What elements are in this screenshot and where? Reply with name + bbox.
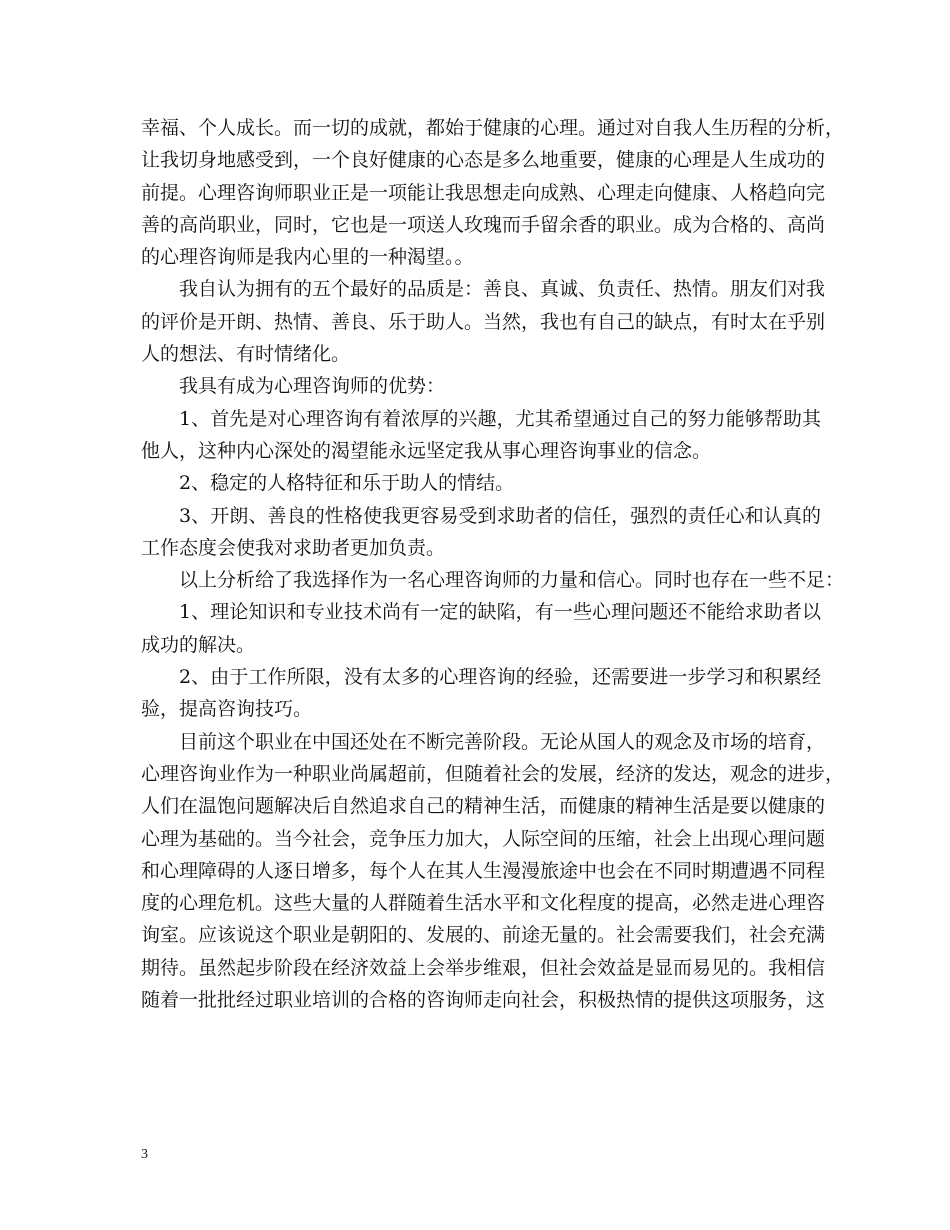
text-line: 询室。应该说这个职业是朝阳的、发展的、前途无量的。社会需要我们，社会充满 [141,924,826,947]
text-line: 让我切身地感受到，一个良好健康的心态是多么地重要，健康的心理是人生成功的 [141,149,826,172]
text-line: 1、理论知识和专业技术尚有一定的缺陷，有一些心理问题还不能给求助者以 [179,601,821,624]
text-line: 的评价是开朗、热情、善良、乐于助人。当然，我也有自己的缺点，有时太在乎别 [141,310,826,333]
page-number: 3 [141,1147,148,1162]
text-line: 心理为基础的。当今社会，竞争压力加大，人际空间的压缩，社会上出现心理问题 [141,827,826,850]
text-line: 我具有成为心理咨询师的优势： [179,375,446,398]
text-line: 成功的解决。 [141,633,256,656]
text-line: 心理咨询业作为一种职业尚属超前，但随着社会的发展，经济的发达，观念的进步， [141,762,845,785]
text-line: 3、开朗、善良的性格使我更容易受到求助者的信任，强烈的责任心和认真的 [179,504,821,527]
text-line: 度的心理危机。这些大量的人群随着生活水平和文化程度的提高，必然走进心理咨 [141,892,826,915]
text-line: 验，提高咨询技巧。 [141,698,313,721]
text-line: 2、稳定的人格特征和乐于助人的情结。 [179,472,515,495]
text-line: 随着一批批经过职业培训的合格的咨询师走向社会，积极热情的提供这项服务，这 [141,989,826,1012]
text-line: 以上分析给了我选择作为一名心理咨询师的力量和信心。同时也存在一些不足： [179,569,845,592]
text-line: 工作态度会使我对求助者更加负责。 [141,536,446,559]
text-line: 幸福、个人成长。而一切的成就，都始于健康的心理。通过对自我人生历程的分析， [141,117,845,139]
text-line: 目前这个职业在中国还处在不断完善阶段。无论从国人的观念及市场的培育， [179,730,826,753]
text-line: 善的高尚职业，同时，它也是一项送人玫瑰而手留余香的职业。成为合格的、高尚 [141,213,826,236]
text-line: 他人，这种内心深处的渴望能永远坚定我从事心理咨询事业的信念。 [141,439,712,462]
text-line: 期待。虽然起步阶段在经济效益上会举步维艰，但社会效益是显而易见的。我相信 [141,956,826,979]
text-line: 1、首先是对心理咨询有着浓厚的兴趣，尤其希望通过自己的努力能够帮助其 [179,407,821,430]
text-line: 前提。心理咨询师职业正是一项能让我思想走向成熟、心理走向健康、人格趋向完 [141,181,826,204]
text-line: 人的想法、有时情绪化。 [141,343,351,366]
document-body [141,112,845,1016]
text-line: 的心理咨询师是我内心里的一种渴望。。 [141,246,474,269]
text-line: 人们在温饱问题解决后自然追求自己的精神生活，而健康的精神生活是要以健康的 [141,795,826,818]
text-line: 和心理障碍的人逐日增多，每个人在其人生漫漫旅途中也会在不同时期遭遇不同程 [141,859,826,882]
text-line: 2、由于工作所限，没有太多的心理咨询的经验，还需要进一步学习和积累经 [179,666,821,689]
text-line: 我自认为拥有的五个最好的品质是：善良、真诚、负责任、热情。朋友们对我 [179,278,826,301]
